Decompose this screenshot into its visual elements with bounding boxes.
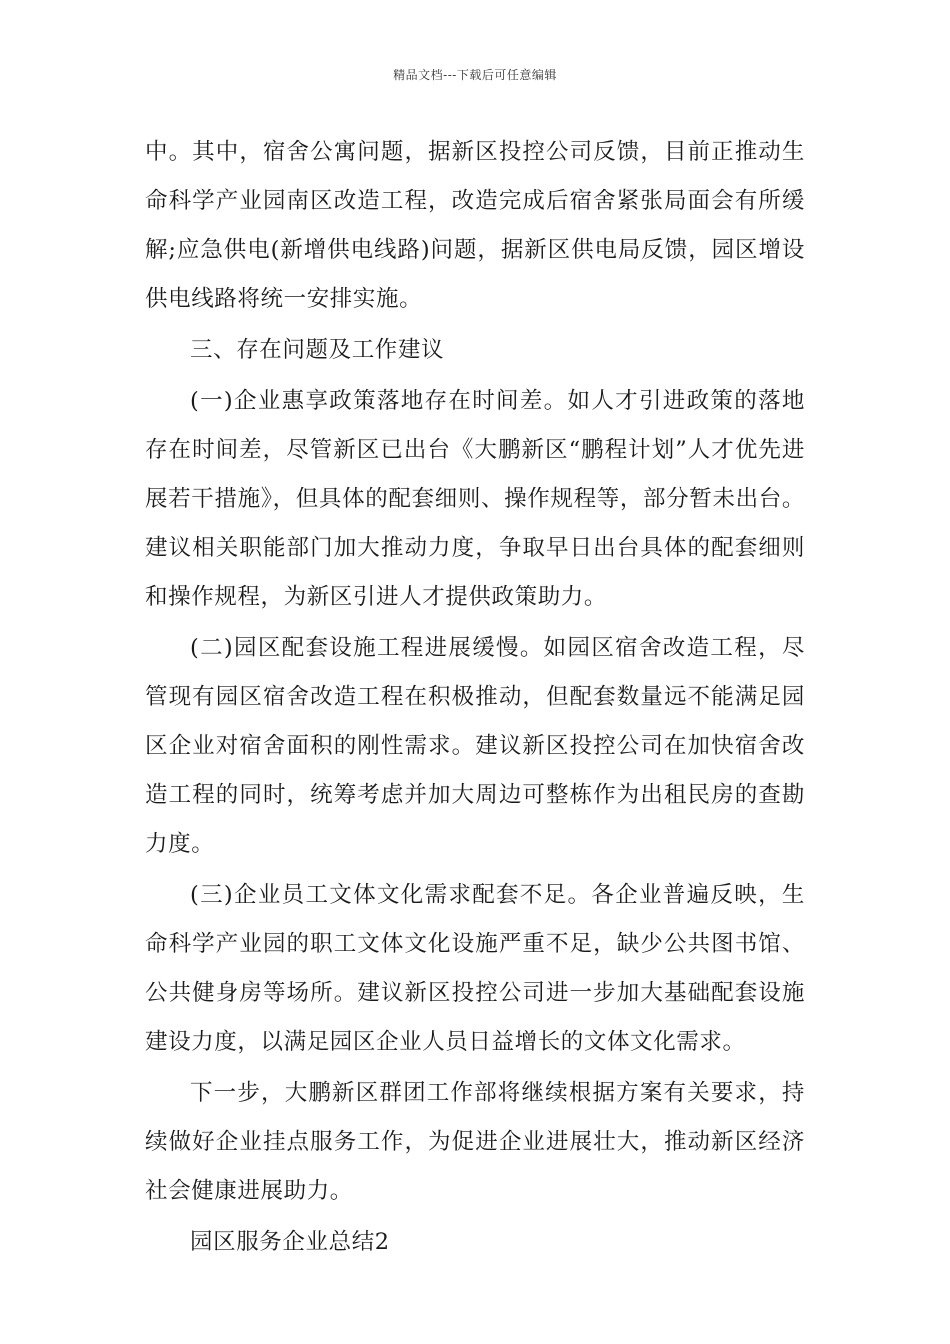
section-title: 园区服务企业总结2 [190,1229,390,1255]
body-paragraph: (二)园区配套设施工程进展缓慢。如园区宿舍改造工程，尽管现有园区宿舍改造工程在积极推动，但配套数量远不能满足园区企业对宿舍面积的刚性需求。建议新区投控公司在加快宿舍改造工程的同时，统筹考虑并加大周边可整栋作为出租民房的查勘力度。 [145,635,805,857]
page-header: 精品文档---下载后可任意编辑 [393,68,557,82]
body-paragraph: 中。其中，宿舍公寓问题，据新区投控公司反馈，目前正推动生命科学产业园南区改造工程，改造完成后宿舍紧张局面会有所缓解;应急供电(新增供电线路)问题，据新区供电局反馈，园区增设供电线路将统一安排实施。 [145,139,805,312]
body-paragraph: 下一步，大鹏新区群团工作部将继续根据方案有关要求，持续做好企业挂点服务工作，为促进企业进展壮大，推动新区经济社会健康进展助力。 [145,1080,805,1204]
section-heading: 三、存在问题及工作建议 [190,337,445,363]
document-body [145,128,805,1269]
body-paragraph: (一)企业惠享政策落地存在时间差。如人才引进政策的落地存在时间差，尽管新区已出台《大鹏新区“鹏程计划”人才优先进展若干措施》，但具体的配套细则、操作规程等，部分暂未出台。建议相关职能部门加大推动力度，争取早日出台具体的配套细则和操作规程，为新区引进人才提供政策助力。 [145,388,805,610]
body-paragraph: (三)企业员工文体文化需求配套不足。各企业普遍反映，生命科学产业园的职工文体文化设施严重不足，缺少公共图书馆、公共健身房等场所。建议新区投控公司进一步加大基础配套设施建设力度，以满足园区企业人员日益增长的文体文化需求。 [145,882,805,1055]
